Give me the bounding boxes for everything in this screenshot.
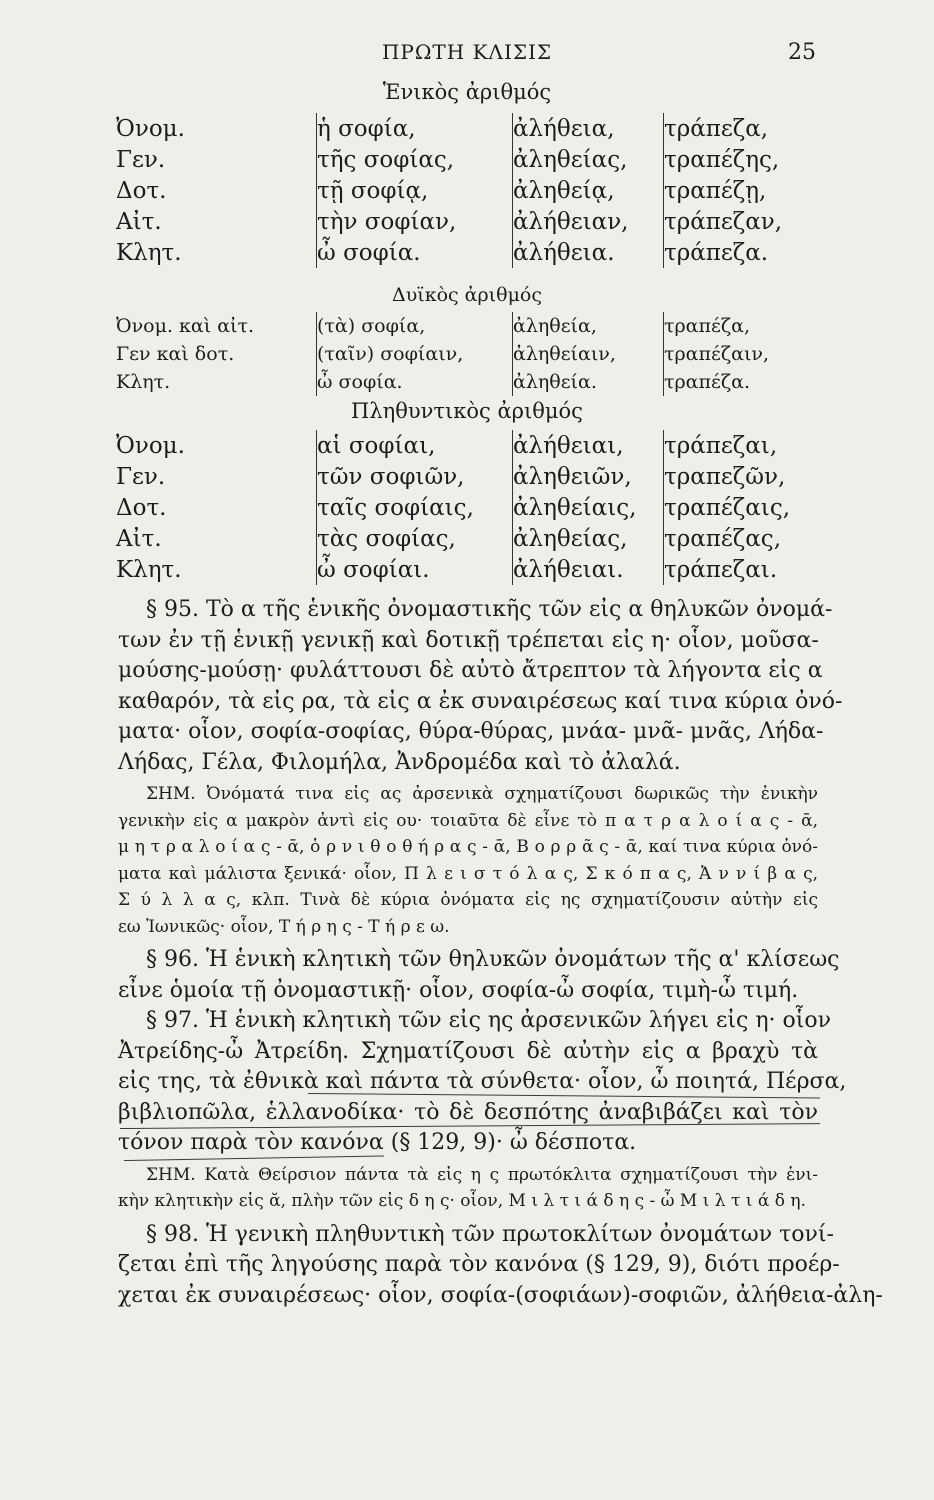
page-number: 25 [788,40,816,65]
aletheia-form: ἀλήθειαι. [513,554,664,585]
trapeza-form: τράπεζαν, [664,206,783,237]
paragraph-line: ζεται ἐπὶ τῆς ληγούσης παρὰ τὸν κανόνα (§ 129, 9), διότι προέρ- [118,1252,840,1277]
paradigm-row [116,523,790,554]
paradigm-row [116,340,769,368]
trapeza-form: τράπεζαι. [664,554,791,585]
dual-heading: Δυϊκὸς ἀριθμός [391,284,543,306]
note-line: Σ ύ λ λ α ς, κλπ. Τινὰ δὲ κύρια ὀνόματα εἰς ης σχηματίζουσιν αὐτὴν εἰς [118,890,818,910]
trapeza-form: τραπέζαις, [664,492,791,523]
sofia-form: τῶν σοφιῶν, [317,461,513,492]
note-line: εω Ἰωνικῶς· οἷον, Τ ή ρ η ς - Τ ή ρ ε ω. [118,916,450,937]
case-label: Γεν. [116,463,166,490]
paragraph-line: Λήδας, Γέλα, Φιλομήλα, Ἀνδρομέδα καὶ τὸ ἀλαλά. [118,749,681,775]
chapter-title: ΠΡΩΤΗ ΚΛΙΣΙΣ [381,40,553,64]
paragraph-line: τόνον παρὰ τὸν κανόνα (§ 129, 9)· ὦ δέσποτα. [118,1130,637,1155]
paragraph-line: § 98. Ἡ γενικὴ πληθυντικὴ τῶν πρωτοκλίτων ὀνομάτων τονί- [146,1221,834,1247]
paragraph-line: εἰς της, τὰ ἐθνικὰ καὶ πάντα τὰ σύνθετα· οἷον, ὦ ποιητά, Πέρσα, [118,1069,847,1094]
paragraph-line: § 97. Ἡ ἑνικὴ κλητικὴ τῶν εἰς ης ἀρσενικῶν λήγει εἰς η· οἷον [146,1008,831,1033]
paradigm-row [116,144,782,175]
sofia-form: (τὰ) σοφία, [317,312,513,340]
sofia-form: ταῖς σοφίαις, [317,492,513,523]
paradigm-row [116,492,790,523]
case-label: Κλητ. [116,239,182,266]
aletheia-form: ἀλήθεια, [513,113,664,144]
aletheia-form: ἀληθείας, [513,523,664,554]
sofia-form: τῆς σοφίας, [317,144,513,175]
aletheia-form: ἀληθείας, [513,144,664,175]
paragraph-line: Ἀτρείδης-ὦ Ἀτρείδη. Σχηματίζουσι δὲ αὐτὴν εἰς α βραχὺ τὰ [118,1038,818,1064]
sofia-form: (ταῖν) σοφίαιν, [317,340,513,368]
sofia-form: αἱ σοφίαι, [317,430,513,461]
trapeza-form: τραπέζης, [664,144,783,175]
running-head [0,40,934,70]
trapeza-form: τραπεζῶν, [664,461,791,492]
plural-heading: Πληθυντικὸς ἀριθμός [351,399,583,423]
case-label: Κλητ. [116,371,171,393]
case-label: Κλητ. [116,556,182,583]
paradigm-row [116,554,790,585]
paragraph-line: ματα· οἷον, σοφία-σοφίας, θύρα-θύρας, μνάα- μνᾶ- μνᾶς, Λήδα- [118,719,824,744]
sofia-form: ὦ σοφίαι. [317,554,513,585]
paragraph-line: § 96. Ἡ ἑνικὴ κλητικὴ τῶν θηλυκῶν ὀνομάτων τῆς α' κλίσεως [146,947,840,972]
trapeza-form: τραπέζα. [664,368,770,396]
case-label: Αἰτ. [116,525,162,552]
trapeza-form: τραπέζας, [664,523,791,554]
paragraph-line: καθαρόν, τὰ εἰς ρα, τὰ εἰς α ἐκ συναιρέσεως καί τινα κύρια ὀνό- [118,688,843,714]
aletheia-form: ἀλήθεια. [513,237,664,268]
case-label: Ὀνομ. [116,115,185,142]
sofia-form: τὰς σοφίας, [317,523,513,554]
note-line: ματα καὶ μάλιστα ξενικά· οἷον, Π λ ε ι σ τ ό λ α ς, Σ κ ό π α ς, Ἀ ν ν ί β α ς, [118,863,818,884]
paradigm-row [116,368,769,396]
case-label: Γεν. [116,146,166,173]
case-label: Δοτ. [116,494,167,521]
case-label: Ὀνομ. [116,432,185,459]
note-line: μ η τ ρ α λ ο ί α ς - ᾱ, ὁ ρ ν ι θ ο θ ή ρ α ς - ᾱ, Β ο ρ ρ ᾶ ς - ᾱ, καί τινα κύρια ὀνό- [118,837,818,857]
paradigm-row [116,206,782,237]
sofia-form: ἡ σοφία, [317,113,513,144]
case-label: Αἰτ. [116,208,162,235]
paragraph-line: των ἐν τῇ ἑνικῇ γενικῇ καὶ δοτικῇ τρέπεται εἰς η· οἷον, μοῦσα- [118,627,819,653]
trapeza-form: τραπέζαιν, [664,340,770,368]
pencil-underline [124,1155,384,1161]
aletheia-form: ἀλήθειαν, [513,206,664,237]
aletheia-form: ἀληθείαις, [513,492,664,523]
paradigm-row [116,430,790,461]
aletheia-form: ἀληθειῶν, [513,461,664,492]
paradigm-row [116,461,790,492]
case-label: Γεν καὶ δοτ. [116,343,235,365]
paragraph-line: χεται ἐκ συναιρέσεως· οἷον, σοφία-(σοφιάων)-σοφιῶν, ἀλήθεια-ἀλη- [118,1282,883,1308]
paragraph-line: βιβλιοπῶλα, ἑλλανοδίκα· τὸ δὲ δεσπότης ἀναβιβάζει καὶ τὸν [118,1099,818,1125]
case-label: Ὀνομ. καὶ αἰτ. [116,315,255,337]
paradigm-row [116,237,782,268]
note-line: ΣΗΜ. Ὀνόματά τινα εἰς ας ἀρσενικὰ σχηματίζουσι δωρικῶς τὴν ἑνικὴν [146,784,818,804]
aletheia-form: ἀληθείαιν, [513,340,664,368]
trapeza-form: τράπεζα, [664,113,783,144]
trapeza-form: τραπέζα, [664,312,770,340]
paragraph-line: μούσης-μούσῃ· φυλάττουσι δὲ αὐτὸ ἄτρεπτον τὰ λήγοντα εἰς α [118,658,823,683]
paradigm-row [116,113,782,144]
dual-paradigm-table [116,312,769,396]
note-line: κὴν κλητικὴν εἰς ᾰ, πλὴν τῶν εἰς δ η ς· οἷον, Μ ι λ τ ι ά δ η ς - ὦ Μ ι λ τ ι ά δ η. [118,1191,806,1211]
trapeza-form: τράπεζα. [664,237,783,268]
aletheia-form: ἀληθεία, [513,312,664,340]
sofia-form: ὦ σοφία. [317,368,513,396]
singular-heading: Ἑνικὸς ἀριθμός [382,80,552,104]
singular-paradigm-table [116,113,782,268]
trapeza-form: τράπεζαι, [664,430,791,461]
aletheia-form: ἀληθεία. [513,368,664,396]
sofia-form: τὴν σοφίαν, [317,206,513,237]
paradigm-row [116,175,782,206]
paradigm-row [116,312,769,340]
plural-paradigm-table [116,430,790,585]
note-line: γενικὴν εἰς α μακρὸν ἀντὶ εἰς ου· τοιαῦτα δὲ εἶνε τὸ π α τ ρ α λ ο ί α ς - ᾱ, [118,810,818,831]
case-label: Δοτ. [116,177,167,204]
aletheia-form: ἀληθείᾳ, [513,175,664,206]
sofia-form: τῇ σοφίᾳ, [317,175,513,206]
note-line: ΣΗΜ. Κατὰ Θείρσιον πάντα τὰ εἰς η ς πρωτόκλιτα σχηματίζουσι τὴν ἑνι- [146,1164,818,1185]
sofia-form: ὦ σοφία. [317,237,513,268]
aletheia-form: ἀλήθειαι, [513,430,664,461]
paragraph-line: εἶνε ὁμοία τῇ ὀνομαστικῇ· οἷον, σοφία-ὦ σοφία, τιμὴ-ὦ τιμή. [118,977,799,1003]
trapeza-form: τραπέζῃ, [664,175,783,206]
paragraph-line: § 95. Τὸ α τῆς ἑνικῆς ὀνομαστικῆς τῶν εἰς α θηλυκῶν ὀνομά- [146,597,833,622]
